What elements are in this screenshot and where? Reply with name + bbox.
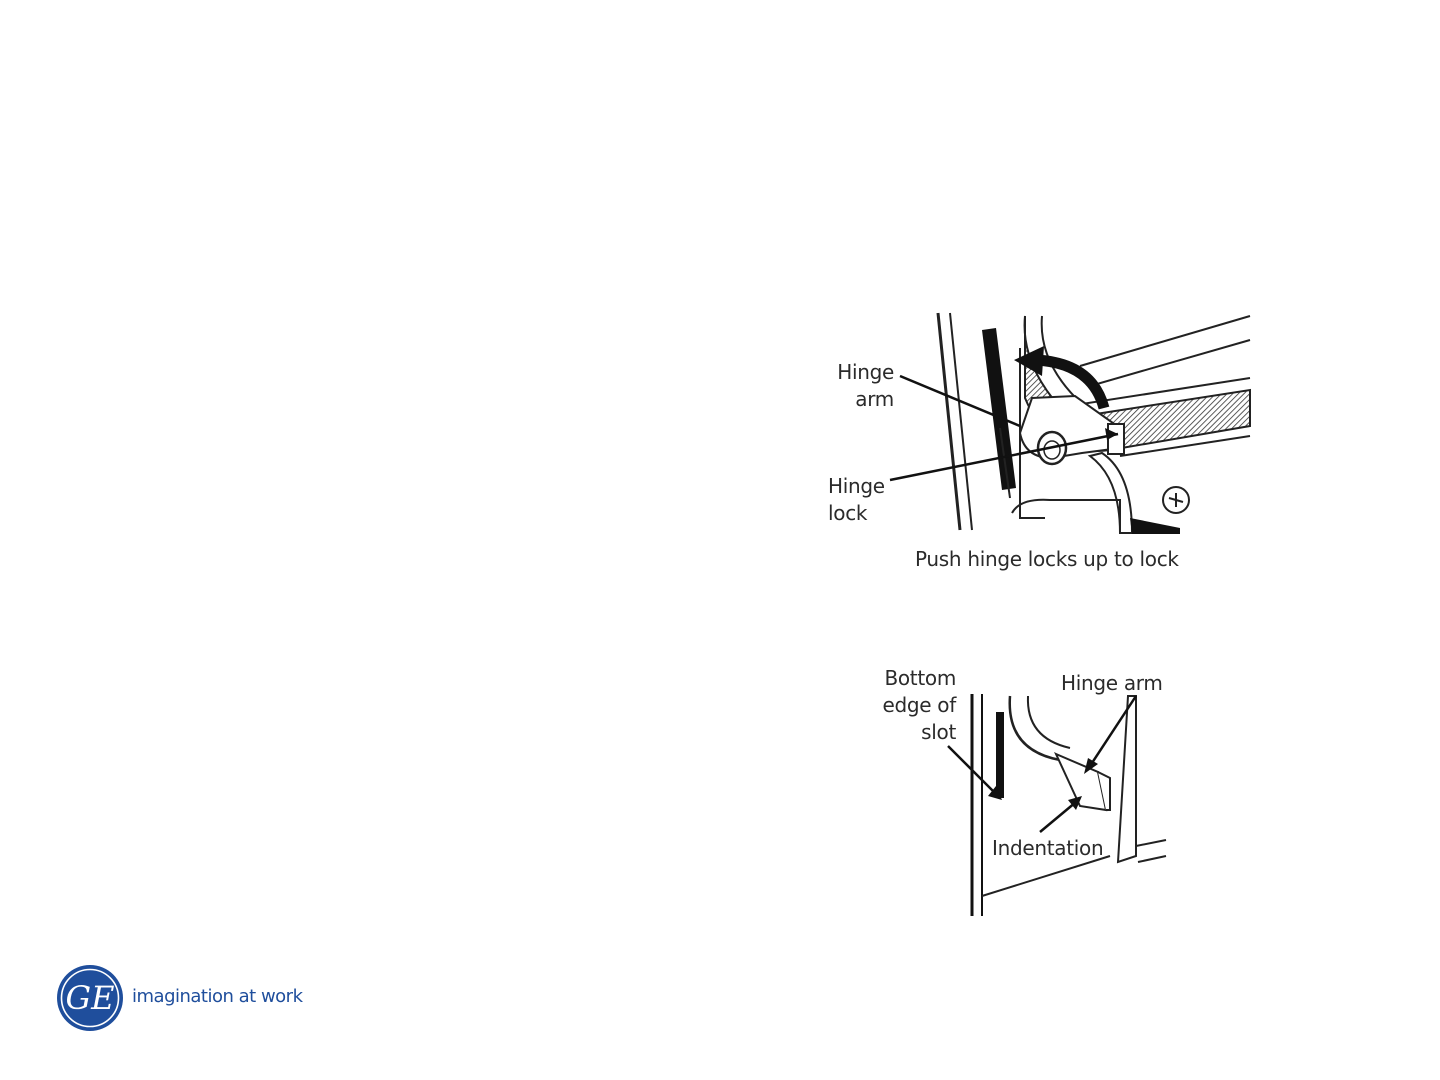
hinge-lock-label: Hinge lock [828,474,885,525]
hinge-lock-figure [820,308,1260,578]
ge-monogram-text: GE [65,979,115,1017]
hinge-slot-figure [870,660,1180,922]
tagline: imagination at work [132,986,303,1007]
ge-monogram-icon [56,964,124,1032]
ge-logo [56,964,316,1034]
hinge-arm-label-2: Hinge arm [1061,671,1163,695]
indentation-label: Indentation [992,836,1104,860]
hinge-arm-label: Hinge arm [837,360,894,411]
hinge-lock-illustration [820,308,1260,578]
bottom-edge-label: Bottom edge of slot [882,666,956,744]
figure-caption: Push hinge locks up to lock [915,547,1179,571]
